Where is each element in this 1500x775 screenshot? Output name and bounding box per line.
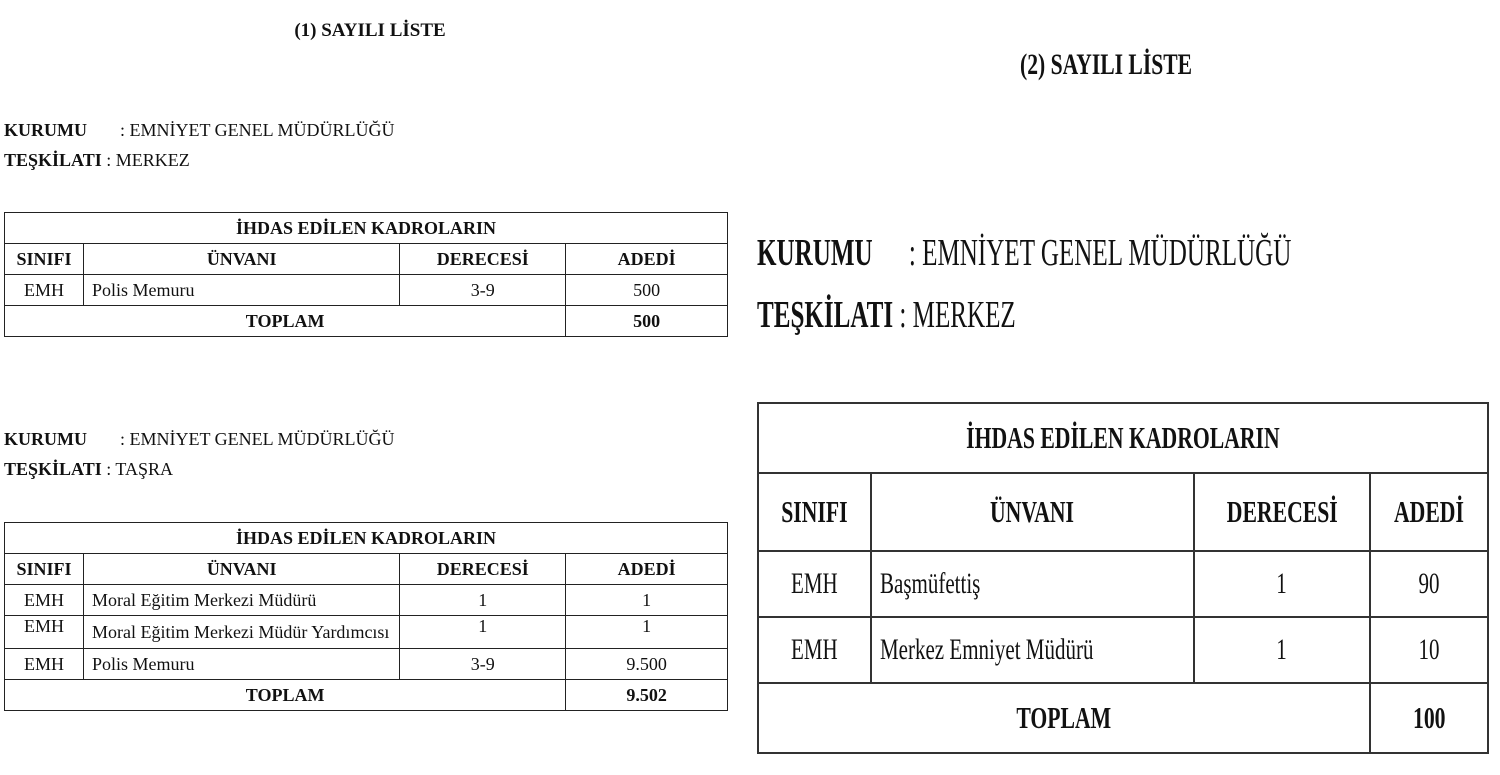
table-caption-row: [758, 403, 1488, 473]
table-caption: [758, 403, 1488, 473]
header-adedi-text: ADEDİ: [1394, 494, 1465, 529]
cell-unvani: Moral Eğitim Merkezi Müdürü: [83, 585, 399, 616]
cell-unvani: Moral Eğitim Merkezi Müdür Yardımcısı: [83, 616, 399, 649]
total-label: TOPLAM: [5, 680, 566, 711]
cell-sinifi: EMH: [5, 649, 84, 680]
total-value: 500: [566, 306, 728, 337]
table-row: [5, 616, 728, 649]
table-row: [758, 551, 1488, 617]
header-unvani-text: ÜNVANI: [990, 494, 1075, 529]
kurum-line: [4, 424, 394, 454]
cell-sinifi: [758, 551, 871, 617]
total-label: TOPLAM: [5, 306, 566, 337]
cell-unvani: [871, 617, 1194, 683]
list2-meta: [757, 222, 1291, 346]
kurum-value: : EMNİYET GENEL MÜDÜRLÜĞÜ: [908, 232, 1292, 274]
kurum-line: [4, 115, 394, 145]
cell-sinifi: [758, 617, 871, 683]
header-unvani: ÜNVANI: [83, 554, 399, 585]
kurum-value: : EMNİYET GENEL MÜDÜRLÜĞÜ: [120, 120, 395, 140]
header-sinifi-text: SINIFI: [781, 494, 848, 529]
cell-derecesi: 3-9: [400, 275, 566, 306]
list2-table: [757, 402, 1489, 754]
total-value-text: 100: [1412, 700, 1446, 735]
header-adedi: ADEDİ: [566, 244, 728, 275]
total-value: 9.502: [566, 680, 728, 711]
table-caption-text: İHDAS EDİLEN KADROLARIN: [966, 420, 1280, 455]
list1-merkez-table: [4, 212, 728, 337]
table-row: [5, 649, 728, 680]
cell-derecesi: [1194, 617, 1371, 683]
cell-derecesi: 3-9: [400, 649, 566, 680]
table-caption-row: [5, 213, 728, 244]
header-derecesi: [1194, 473, 1371, 551]
teskilat-line: [4, 145, 394, 175]
kurum-value: : EMNİYET GENEL MÜDÜRLÜĞÜ: [120, 429, 395, 449]
table-total-row: [5, 306, 728, 337]
cell-sinifi: EMH: [5, 585, 84, 616]
teskilat-label: TEŞKİLATI: [4, 459, 102, 479]
cell-adedi: 500: [566, 275, 728, 306]
table-caption-row: [5, 523, 728, 554]
cell-derecesi-text: 1: [1276, 633, 1288, 666]
teskilat-value: : MERKEZ: [899, 294, 1016, 336]
cell-sinifi-text: EMH: [791, 567, 838, 600]
cell-derecesi: 1: [400, 616, 566, 649]
cell-unvani: Polis Memuru: [83, 649, 399, 680]
table-header-row: [5, 244, 728, 275]
cell-adedi: [1370, 617, 1488, 683]
header-derecesi: DERECESİ: [400, 554, 566, 585]
cell-derecesi: 1: [400, 585, 566, 616]
table-caption: İHDAS EDİLEN KADROLARIN: [5, 213, 728, 244]
list1-tasra-table: [4, 522, 728, 711]
cell-adedi: 1: [566, 616, 728, 649]
header-adedi: ADEDİ: [566, 554, 728, 585]
teskilat-line: [4, 454, 394, 484]
teskilat-value: : MERKEZ: [106, 150, 190, 170]
header-sinifi: [758, 473, 871, 551]
table-total-row: [5, 680, 728, 711]
cell-unvani-text: Başmüfettiş: [879, 567, 981, 600]
total-label: [758, 683, 1370, 753]
list1-title: (1) SAYILI LİSTE: [294, 20, 446, 41]
teskilat-label: TEŞKİLATI: [4, 150, 102, 170]
list1-merkez-meta: [4, 115, 394, 175]
header-derecesi: DERECESİ: [400, 244, 566, 275]
header-sinifi: SINIFI: [5, 244, 84, 275]
table-row: [5, 275, 728, 306]
teskilat-line: [757, 284, 1291, 346]
cell-sinifi: EMH: [5, 616, 84, 649]
cell-unvani-text: Merkez Emniyet Müdürü: [879, 633, 1094, 666]
kurum-label: KURUMU: [4, 429, 87, 449]
table-header-row: [5, 554, 728, 585]
table-header-row: [758, 473, 1488, 551]
table-total-row: [758, 683, 1488, 753]
cell-adedi: 1: [566, 585, 728, 616]
cell-unvani: [871, 551, 1194, 617]
cell-unvani: Polis Memuru: [83, 275, 399, 306]
list2-title: (2) SAYILI LİSTE: [1020, 48, 1193, 81]
header-unvani: [871, 473, 1194, 551]
cell-adedi-text: 90: [1418, 567, 1440, 600]
header-unvani: ÜNVANI: [83, 244, 399, 275]
header-sinifi: SINIFI: [5, 554, 84, 585]
header-derecesi-text: DERECESİ: [1226, 494, 1338, 529]
header-adedi: [1370, 473, 1488, 551]
teskilat-value: : TAŞRA: [106, 459, 173, 479]
teskilat-label: TEŞKİLATI: [757, 294, 894, 336]
cell-derecesi-text: 1: [1276, 567, 1288, 600]
cell-sinifi: EMH: [5, 275, 84, 306]
cell-adedi-text: 10: [1418, 633, 1440, 666]
kurum-line: [757, 222, 1291, 284]
list1-tasra-meta: [4, 424, 394, 484]
cell-adedi: 9.500: [566, 649, 728, 680]
total-value: [1370, 683, 1488, 753]
cell-derecesi: [1194, 551, 1371, 617]
kurum-label: KURUMU: [4, 120, 87, 140]
cell-sinifi-text: EMH: [791, 633, 838, 666]
table-row: [758, 617, 1488, 683]
kurum-label: KURUMU: [757, 232, 873, 274]
table-row: [5, 585, 728, 616]
table-caption: İHDAS EDİLEN KADROLARIN: [5, 523, 728, 554]
total-label-text: TOPLAM: [1016, 700, 1112, 735]
cell-adedi: [1370, 551, 1488, 617]
